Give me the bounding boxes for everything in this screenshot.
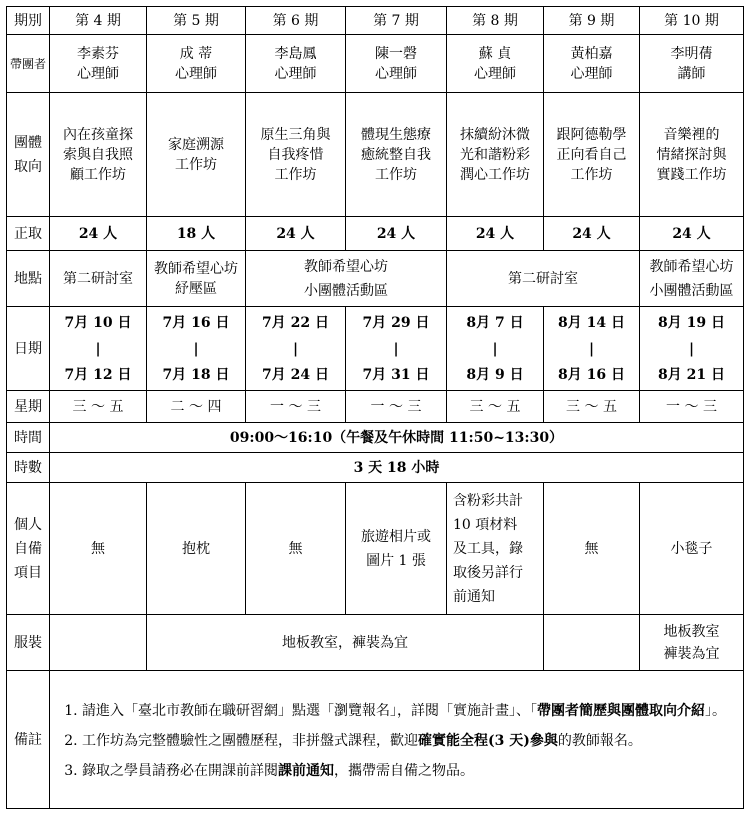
leader-name: 陳一磬 bbox=[375, 45, 417, 62]
date-end: 8月 21 日 bbox=[658, 366, 725, 383]
period-cell: 第 5 期 bbox=[147, 7, 246, 35]
date-cell bbox=[50, 307, 147, 391]
orientation-line: 癒統整自我 bbox=[361, 146, 431, 163]
leader-cell bbox=[346, 35, 447, 93]
dress-row bbox=[7, 615, 744, 671]
quota-label: 正取 bbox=[7, 217, 50, 251]
period-cell: 第 6 期 bbox=[246, 7, 346, 35]
notes-list bbox=[60, 696, 733, 786]
leader-title: 心理師 bbox=[175, 65, 217, 82]
quota-cell: 24 人 bbox=[50, 217, 147, 251]
orientation-line: 光和諧粉彩 bbox=[460, 146, 530, 163]
date-separator: | bbox=[492, 340, 498, 357]
orientation-line: 工作坊 bbox=[175, 156, 217, 173]
date-start: 7月 29 日 bbox=[362, 314, 430, 331]
leader-cell bbox=[246, 35, 346, 93]
date-cell bbox=[447, 307, 544, 391]
dress-value: 地板教室，褲裝為宜 bbox=[147, 615, 544, 671]
orientation-line: 工作坊 bbox=[375, 166, 417, 183]
dress-empty bbox=[50, 615, 147, 671]
date-separator: | bbox=[95, 340, 101, 357]
period-cell: 第 7 期 bbox=[346, 7, 447, 35]
dress-empty bbox=[544, 615, 640, 671]
date-cell bbox=[346, 307, 447, 391]
orientation-label bbox=[7, 93, 50, 217]
items-cell: 無 bbox=[246, 483, 346, 615]
date-separator: | bbox=[393, 340, 399, 357]
weekday-cell: 一 ～ 三 bbox=[246, 391, 346, 423]
quota-row bbox=[7, 217, 744, 251]
weekday-row bbox=[7, 391, 744, 423]
leader-title: 心理師 bbox=[274, 65, 317, 82]
weekday-cell: 三 ～ 五 bbox=[544, 391, 640, 423]
period-label: 期別 bbox=[7, 7, 50, 35]
date-end: 7月 31 日 bbox=[362, 366, 430, 383]
location-cell: 教師希望心坊 小團體活動區 bbox=[246, 251, 447, 307]
leader-cell bbox=[447, 35, 544, 93]
orientation-line: 情緒探討與 bbox=[656, 146, 727, 163]
orientation-line: 正向看自己 bbox=[556, 146, 627, 163]
leader-cell bbox=[544, 35, 640, 93]
orientation-cell bbox=[147, 93, 246, 217]
items-cell: 旅遊相片或 圖片 1 張 bbox=[346, 483, 447, 615]
leader-name: 黃柏嘉 bbox=[570, 45, 613, 62]
note-text: 的教師報名。 bbox=[557, 732, 642, 749]
location-cell: 教師希望心坊 紓壓區 bbox=[147, 251, 246, 307]
location-label: 地點 bbox=[7, 251, 50, 307]
period-cell: 第 10 期 bbox=[640, 7, 744, 35]
weekday-cell: 二 ～ 四 bbox=[147, 391, 246, 423]
orientation-line: 原生三角與 bbox=[260, 126, 331, 143]
dress-label: 服裝 bbox=[7, 615, 50, 671]
orientation-cell bbox=[346, 93, 447, 217]
quota-cell: 24 人 bbox=[544, 217, 640, 251]
orientation-cell bbox=[544, 93, 640, 217]
orientation-line: 工作坊 bbox=[570, 166, 613, 183]
leader-cell bbox=[50, 35, 147, 93]
quota-cell: 24 人 bbox=[640, 217, 744, 251]
quota-cell: 24 人 bbox=[346, 217, 447, 251]
notes-cell bbox=[50, 671, 744, 809]
date-cell bbox=[544, 307, 640, 391]
orientation-cell bbox=[640, 93, 744, 217]
items-cell: 含粉彩共計 10 項材料 及工具，錄 取後另詳行 前通知 bbox=[447, 483, 544, 615]
time-value: 09:00～16:10（午餐及午休時間 11:50~13:30） bbox=[50, 423, 744, 453]
orientation-line: 實踐工作坊 bbox=[656, 166, 727, 183]
leader-cell bbox=[147, 35, 246, 93]
orientation-line: 顧工作坊 bbox=[70, 166, 126, 183]
leader-label: 帶團者 bbox=[7, 35, 50, 93]
workshop-schedule-table bbox=[6, 6, 744, 809]
note-text: 工作坊為完整體驗性之團體歷程，非拼盤式課程，歡迎 bbox=[82, 732, 418, 749]
orientation-line: 自我疼惜 bbox=[267, 146, 324, 163]
orientation-line: 跟阿德勒學 bbox=[556, 126, 627, 143]
orientation-row bbox=[7, 93, 744, 217]
items-cell: 抱枕 bbox=[147, 483, 246, 615]
leader-title: 講師 bbox=[677, 65, 706, 82]
orientation-cell bbox=[246, 93, 346, 217]
orientation-line: 內在孩童探 bbox=[63, 126, 133, 143]
time-label: 時間 bbox=[7, 423, 50, 453]
period-cell: 第 4 期 bbox=[50, 7, 147, 35]
date-row bbox=[7, 307, 744, 391]
note-emphasis: 帶團者簡歷與團體取向介紹 bbox=[537, 702, 705, 719]
notes-label: 備註 bbox=[7, 671, 50, 809]
leader-name: 李島鳳 bbox=[274, 45, 317, 62]
orientation-line: 抹續紛沐微 bbox=[460, 126, 530, 143]
weekday-cell: 三 ～ 五 bbox=[50, 391, 147, 423]
weekday-cell: 三 ～ 五 bbox=[447, 391, 544, 423]
leader-title: 心理師 bbox=[375, 65, 417, 82]
note-emphasis: 確實能全程(3 天)參與 bbox=[418, 732, 558, 749]
period-row bbox=[7, 7, 744, 35]
note-text: 」。 bbox=[705, 702, 726, 719]
quota-cell: 24 人 bbox=[246, 217, 346, 251]
date-end: 7月 12 日 bbox=[64, 366, 132, 383]
location-cell: 第二研討室 bbox=[447, 251, 640, 307]
hours-label: 時數 bbox=[7, 453, 50, 483]
note-item bbox=[82, 696, 733, 726]
date-separator: | bbox=[688, 340, 695, 357]
date-start: 7月 22 日 bbox=[262, 314, 329, 331]
leader-name: 李明蒨 bbox=[670, 45, 713, 62]
note-item bbox=[82, 756, 733, 786]
leader-name: 蘇 貞 bbox=[478, 45, 512, 62]
date-label: 日期 bbox=[7, 307, 50, 391]
leader-cell bbox=[640, 35, 744, 93]
date-separator: | bbox=[193, 340, 199, 357]
hours-value: 3 天 18 小時 bbox=[50, 453, 744, 483]
date-end: 7月 18 日 bbox=[162, 366, 230, 383]
note-emphasis: 課前通知 bbox=[278, 762, 334, 779]
location-cell: 第二研討室 bbox=[50, 251, 147, 307]
note-text: 錄取之學員請務必在開課前詳閱 bbox=[82, 762, 278, 779]
leader-title: 心理師 bbox=[77, 65, 119, 82]
quota-cell: 18 人 bbox=[147, 217, 246, 251]
date-separator: | bbox=[588, 340, 595, 357]
items-cell: 無 bbox=[50, 483, 147, 615]
period-cell: 第 8 期 bbox=[447, 7, 544, 35]
weekday-cell: 一 ～ 三 bbox=[640, 391, 744, 423]
period-cell: 第 9 期 bbox=[544, 7, 640, 35]
date-end: 8月 9 日 bbox=[466, 366, 524, 383]
date-start: 8月 14 日 bbox=[558, 314, 625, 331]
note-text: 請進入「臺北市教師在職研習網」點選「瀏覽報名」，詳閱「實施計畫」、「 bbox=[82, 702, 537, 719]
time-row bbox=[7, 423, 744, 453]
hours-row bbox=[7, 453, 744, 483]
items-cell: 無 bbox=[544, 483, 640, 615]
date-cell bbox=[147, 307, 246, 391]
date-end: 7月 24 日 bbox=[262, 366, 329, 383]
date-separator: | bbox=[292, 340, 299, 357]
date-cell bbox=[246, 307, 346, 391]
items-row bbox=[7, 483, 744, 615]
weekday-label: 星期 bbox=[7, 391, 50, 423]
location-cell: 教師希望心坊 小團體活動區 bbox=[640, 251, 744, 307]
orientation-line: 音樂裡的 bbox=[663, 126, 720, 143]
note-text: ，攜帶需自備之物品。 bbox=[334, 762, 474, 779]
date-end: 8月 16 日 bbox=[558, 366, 625, 383]
notes-row bbox=[7, 671, 744, 809]
leader-name: 成 蒂 bbox=[179, 45, 213, 62]
leader-title: 心理師 bbox=[474, 65, 516, 82]
leader-name: 李素芬 bbox=[77, 45, 119, 62]
leader-row bbox=[7, 35, 744, 93]
items-label: 個人 自備 項目 bbox=[7, 483, 50, 615]
date-start: 7月 10 日 bbox=[64, 314, 132, 331]
orientation-cell bbox=[50, 93, 147, 217]
date-start: 8月 7 日 bbox=[466, 314, 524, 331]
date-cell bbox=[640, 307, 744, 391]
quota-cell: 24 人 bbox=[447, 217, 544, 251]
items-cell: 小毯子 bbox=[640, 483, 744, 615]
leader-title: 心理師 bbox=[570, 65, 613, 82]
date-start: 7月 16 日 bbox=[162, 314, 230, 331]
orientation-label-text: 團體 取向 bbox=[14, 134, 42, 175]
orientation-line: 工作坊 bbox=[274, 166, 317, 183]
note-item bbox=[82, 726, 733, 756]
dress-value-p10: 地板教室 褲裝為宜 bbox=[640, 615, 744, 671]
location-row bbox=[7, 251, 744, 307]
orientation-line: 索與自我照 bbox=[63, 146, 133, 163]
orientation-line: 體現生態療 bbox=[361, 126, 431, 143]
orientation-line: 潤心工作坊 bbox=[460, 166, 530, 183]
weekday-cell: 一 ～ 三 bbox=[346, 391, 447, 423]
date-start: 8月 19 日 bbox=[658, 314, 725, 331]
orientation-line: 家庭溯源 bbox=[168, 136, 224, 153]
orientation-cell bbox=[447, 93, 544, 217]
